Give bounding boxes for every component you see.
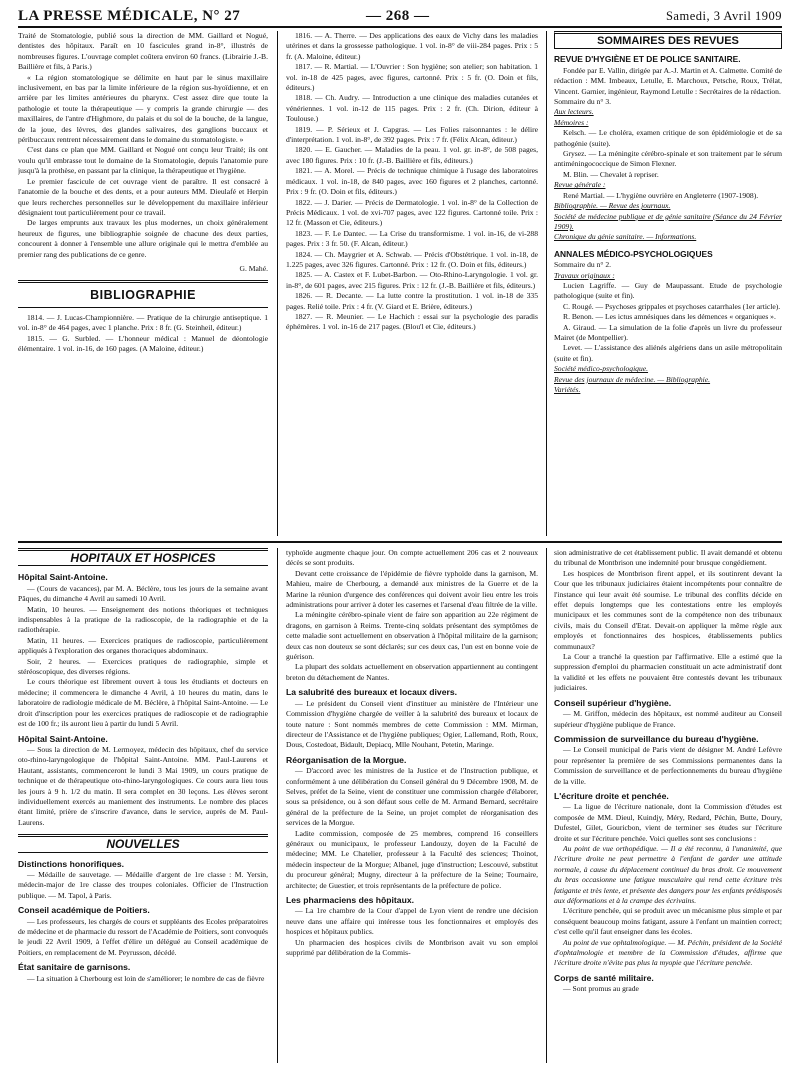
bottom-column-2 xyxy=(286,548,538,1063)
news-heading: Conseil académique de Poitiers. xyxy=(18,905,150,916)
news-heading: État sanitaire de garnisons. xyxy=(18,962,131,973)
top-column-3 xyxy=(554,31,782,536)
summary-item: A. Giraud. — La simulation de la folie d'après un livre du professeur Mairet (de Montpellier). xyxy=(554,322,782,342)
news-paragraph: — Sont promus au grade xyxy=(563,984,639,994)
section-label: Variétés. xyxy=(554,385,581,394)
section-label: Revue des journaux de médecine. — Bibliographie. xyxy=(554,374,711,384)
horizontal-divider xyxy=(18,541,782,543)
top-column-2 xyxy=(286,31,538,536)
summary-item: Grysez. — La méningite cérébro-spinale et son traitement par le sérum antiméningococcique de Simon Flexner. xyxy=(554,149,782,169)
treatise-first-fascicle: Le premier fascicule de cet ouvrage vient de paraître. Il est consacré à l'anatomie de la bouche et des dents, et a pour auteurs MM. Dieulafé et Herpin que leurs recherches personnelles sur le développement du maxillaire inférieur désignaient tout particulièrement pour ce travail. xyxy=(18,176,268,217)
section-label: Mémoires : xyxy=(554,117,589,127)
news-paragraph: Matin, 10 heures. — Enseignement des notions théoriques et techniques indispensables à la pratique de la radioscopie, de la radiographie et de la radiothérapie. xyxy=(18,604,268,635)
bottom-column-1 xyxy=(18,548,268,1063)
journal-title: LA PRESSE MÉDICALE, N° 27 xyxy=(18,8,241,24)
review-title: REVUE D'HYGIÈNE ET DE POLICE SANITAIRE. xyxy=(554,54,741,65)
news-paragraph: — (Cours de vacances), par M. A. Béclère, tous les jours de la semaine avant Pâques, du dimanche 4 Avril au samedi 10 Avril. xyxy=(18,583,268,604)
news-paragraph: La Cour a tranché la question par l'affirmative. Elle a estimé que la suppression d'emploi du pharmacien constituait un acte administratif dont la validité et les effets ne pouvaient être contestés devant les tribunaux judiciaires. xyxy=(554,652,782,693)
section-label: Chronique du génie sanitaire. — Informations. xyxy=(554,232,697,242)
review-summary-label: Sommaire du n° 3. xyxy=(554,97,612,107)
bottom-column-3 xyxy=(554,548,782,1063)
review-intro: Fondée par E. Vallin, dirigée par A.-J. Martin et A. Calmette. Comité de rédaction : MM. Imbeaux, Letulle, E. Marchoux, Petsche, Roux, Trélat, Vincent. Garnier, ingénieur, Raymond Letulle : Secrétaires de la rédaction. xyxy=(554,65,782,96)
news-paragraph: Au point de vue ophtalmologique. — M. Péchin, président de la Société d'ophtalmologie et membre de la Commission d'études, affirme que l'écriture droite n'évite pas plus la myopie que l'écriture penchée. xyxy=(554,937,782,968)
biblio-entry: 1819. — P. Sérieux et J. Capgras. — Les Folies raisonnantes : le délire d'interprétation. 1 vol. in-8°, de 392 pages. Prix : 7 fr. (Félix Alcan, éditeur.) xyxy=(286,124,538,145)
summary-item: C. Rougé. — Psychoses grippales et psychoses catarrhales (1er article). xyxy=(563,301,781,311)
news-heading: Distinctions honorifiques. xyxy=(18,858,124,869)
treatise-conclusion: De larges emprunts aux travaux les plus modernes, un choix généralement heureux de figures, une bibliographie soignée de chacune des deux parties, concourent à donner à l'ensemble une allure originale qui le mettra d'emblée au premier rang des publications de ce genre. xyxy=(18,218,268,259)
biblio-entry: 1820. — E. Gaucher. — Maladies de la peau. 1 vol. gr. in-8°, de 508 pages, avec 180 figures. Prix : 10 fr. (J.-B. Baillière et fils, éditeurs.) xyxy=(286,145,538,165)
news-heading: Les pharmaciens des hôpitaux. xyxy=(286,895,414,905)
hopitaux-heading: HOPITAUX ET HOSPICES xyxy=(18,548,268,566)
news-paragraph: sion administrative de cet établissement public. Il avait demandé et obtenu du tribunal de Montbrison une indemnité pour brusque congédiement. xyxy=(554,548,782,568)
news-paragraph: — Médaille de sauvetage. — Médaille d'argent de 1re classe : M. Yersin, médecin-major de 1re classe des troupes coloniales. Officier de l'Instruction publique. — M. Tapol, à Paris. xyxy=(18,869,268,900)
summary-item: René Martial. — L'hygiène ouvrière en Angleterre (1907-1908). xyxy=(563,190,759,200)
column-divider xyxy=(277,548,278,1063)
bibliographie-heading: BIBLIOGRAPHIE xyxy=(90,288,196,303)
news-heading: L'écriture droite et penchée. xyxy=(554,790,669,801)
news-paragraph: — Les professeurs, les chargés de cours et suppléants des Ecoles préparatoires de médecine et de pharmacie du ressort de l'Académie de Poitiers, sont convoqués le jeudi 22 Avril 1909, à l'effet d'élire un délégué au Conseil académique de Poitiers, en remplacement de M. Peyrusson, décédé. xyxy=(18,916,268,957)
news-heading: Corps de santé militaire. xyxy=(554,972,654,983)
sommaires-heading: SOMMAIRES DES REVUES xyxy=(554,31,782,49)
news-paragraph: La méningite cérébro-spinale vient de faire son apparition au 22e régiment de dragons, en garnison à Reims. Trente-cinq soldats présentant des symptômes de cette maladie sont actuellement en observation à l'hôpital militaire de la garnison; deux cas non douteux se sont déclarés; sur ces deux cas, l'un est en bonne voie de guérison. xyxy=(286,610,538,662)
biblio-entry-1814: 1814. — J. Lucas-Championnière. — Pratique de la chirurgie antiseptique. 1 vol. in-8° de 464 pages, avec 1 planche. Prix : 8 fr. (G. Steinheil, éditeur.) xyxy=(18,312,268,333)
news-paragraph: — Le Conseil municipal de Paris vient de désigner M. André Lefèvre pour représenter la première de ses Commissions permanentes dans la Commission de surveillance et de perfectionnements du bureau d'hygiène de la ville. xyxy=(554,745,782,786)
issue-date: Samedi, 3 Avril 1909 xyxy=(665,9,782,23)
nouvelles-heading: NOUVELLES xyxy=(18,834,268,852)
news-heading: La salubrité des bureaux et locaux divers. xyxy=(286,687,457,698)
news-paragraph: — M. Griffon, médecin des hôpitaux, est nommé auditeur au Conseil supérieur d'hygiène publique de France. xyxy=(554,709,782,729)
news-paragraph: — La ligue de l'écriture nationale, dont la Commission d'études est composée de MM. Dieul, Kuindjy, Méry, Redard, Péchin, Butte, Doury, Dufestel, Gilet, Gouricbon, vient de terminer ses études sur l'écriture droite et sur l'écriture penchée. Voici quelles sont ses conclusions : xyxy=(554,802,782,843)
biblio-entry-1815: 1815. — G. Surbled. — L'honneur médical : Manuel de déontologie élémentaire. 1 vol. in-16, de 160 pages. (A Maloine, éditeur.) xyxy=(18,333,268,353)
biblio-entry: 1821. — A. Morel. — Précis de technique chimique à l'usage des laboratoires médicaux. 1 vol. in-18, de 840 pages, avec 160 figures et 2 planches, cartonné. Prix : 9 fr. (O. Doin et fils, éditeurs.) xyxy=(286,166,538,197)
biblio-entry: 1817. — R. Martial. — L'Ouvrier : Son hygiène; son atelier; son habitation. 1 vol. in-18 de 425 pages, avec figures, cartonné. Prix : 5 fr. (O. Doin et fils, éditeurs.) xyxy=(286,62,538,93)
section-label: Revue générale : xyxy=(554,180,606,190)
news-paragraph: Matin, 11 heures. — Exercices pratiques de radioscopie, particulièrement appliqués à l'exploration des organes thoraciques abdominaux. xyxy=(18,635,268,656)
news-paragraph: — Le président du Conseil vient d'instituer au ministère de l'Intérieur une Commission d'hygiène chargée de veiller à la salubrité des bureaux et locaux de toute nature : Sont nommés membres de cette Commission : MM. Mirman, directeur de l'Assistance et de l'hygiène publiques; Ogier, Lallemand, Roth, Roux, Dous, Costedoat, Bidault, Depiacq, Mlle Nouhant, Petetin, Maringe. xyxy=(286,698,538,750)
news-paragraph: Soir, 2 heures. — Exercices pratiques de radiographie, simple et stéréoscopique, des diverses régions. xyxy=(18,656,268,677)
section-label: Aux lecteurs. xyxy=(554,107,594,117)
news-paragraph: La plupart des soldats actuellement en observation appartiennent au contingent breton du détachement de Nantes. xyxy=(286,662,538,682)
news-heading: Conseil supérieur d'hygiène. xyxy=(554,697,672,708)
news-paragraph: Les hospices de Montbrison firent appel, et ils soutinrent devant la Cour que les tribunaux judiciaires étaient incompétents pour connaître de l'instance qui leur avait été soumise. Le tribunal des conflits décide en effet depuis longtemps que les contestations entre les employés municipaux et les communes sont de la compétence non des tribunaux civils, mais du Conseil d'Etat. Devait-on appliquer la même règle aux employés et fonctionnaires des hospices, établissements publics communaux? xyxy=(554,568,782,651)
news-heading: Hôpital Saint-Antoine. xyxy=(18,733,108,744)
section-label: Travaux originaux : xyxy=(554,270,615,280)
treatise-quote: « La région stomatologique se délimite en haut par le sinus maxillaire inclusivement, en bas par la limite inférieure de la région sus-hyoïdienne, et en arrière par les limites antérieures du pharynx. C'est assez dire que toute la pathologie et toute la thérapeutique — y compris la grande chirurgie — des maxillaires, de l'antre d'Highmore, du palais et du sol de la bouche, de la langue, de la joue, des lèvres, des glandes salivaires, des ganglions buccaux et péribuccaux rentrent nécessairement dans le domaine du stomatologiste. » xyxy=(18,72,268,145)
summary-item: M. Blin. — Chevalet à repriser. xyxy=(563,169,659,179)
news-paragraph: Un pharmacien des hospices civils de Montbrison avait vu son emploi supprimé par délibération de la Commis- xyxy=(286,937,538,958)
summary-item: R. Benon. — Les ictus amnésiques dans les démences « organiques ». xyxy=(563,312,776,322)
review-title: ANNALES MÉDICO-PSYCHOLOGIQUES xyxy=(554,248,713,259)
biblio-entry: 1822. — J. Darier. — Précis de Dermatologie. 1 vol. in-8° de la Collection de Précis Médicaux. 1 vol. de xvi-707 pages, avec 122 figures. Cartonné toile. Prix : 12 fr. (Masson et Cie, éditeurs.) xyxy=(286,197,538,228)
page-header xyxy=(18,6,782,28)
news-paragraph: L'écriture penchée, qui se produit avec un mécanisme plus simple et par conséquent beaucoup moins fatigant, assure à l'enfant un maintien correct; c'est celle qu'il faut enseigner dans les écoles. xyxy=(554,906,782,937)
news-paragraph: — D'accord avec les ministres de la Justice et de l'Instruction publique, et conformément à une délibération du Conseil général du 9 Décembre 1908, M. de Selves, préfet de la Seine, vient de constituer une commission chargée d'élaborer, sous sa présidence, ou à son défaut sous celle de M. Armand Bernard, secrétaire général de la préfecture de la Seine, un projet complet de réorganisation des services de la Morgue. xyxy=(286,766,538,828)
top-column-1 xyxy=(18,31,268,536)
section-label: Société médico-psychologique. xyxy=(554,364,649,374)
news-paragraph: Le cours théorique est librement ouvert à tous les étudiants et docteurs en médecine; il commencera le dimanche 4 Avril, à 10 heures du matin, dans le laboratoire de radiologie médicale de M. Béclère, à l'hôpital Saint-Antoine. — Le droit d'inscription pour les exercices pratiques de radioscopie et de radiographie est de 100 fr.; ils auront lieu à partir du lundi 5 Avril. xyxy=(18,677,268,729)
summary-item: Levet. — L'assistance des aliénés algériens dans un asile métropolitain (suite et fin). xyxy=(554,343,782,363)
news-heading: Hôpital Saint-Antoine. xyxy=(18,572,108,583)
review-signature: G. Mahé. xyxy=(239,263,268,273)
news-paragraph: — Sous la direction de M. Lermoyez, médecin des hôpitaux, chef du service oto-rhino-laryngologique de l'hôpital Saint-Antoine. MM. Paul-Laurens et Hautant, assistants, commenceront le lundi 3 Mai 1909, un cours pratique de technique et de thérapeutique oto-rhino-laryngologiques. Ce cours aura lieu tous les jours à 9 h. 1/2 du matin. Il sera complet en 30 leçons. Les élèves seront individuellement exercés au maniement des instruments. Le nombre des places étant limité, prière de s'inscrire d'avance, dans le service, auprès de M. Paul-Laurens. xyxy=(18,744,268,827)
news-heading: Réorganisation de la Morgue. xyxy=(286,754,407,765)
column-divider xyxy=(277,31,278,536)
biblio-entry: 1816. — A. Therre. — Des applications des eaux de Vichy dans les maladies utérines et dans la grossesse pathologique. 1 vol. in-8° de viii-284 pages. Prix : 5 fr. (A. Maloine, éditeur.) xyxy=(286,31,538,61)
column-divider xyxy=(546,548,547,1063)
biblio-entry: 1818. — Ch. Audry. — Introduction a une clinique des maladies cutanées et vénériennes. 1 vol. in-12 de 115 pages. Prix : 2 fr. (Ch. Dirion, éditeur à Toulouse.) xyxy=(286,93,538,124)
treatise-plan: C'est dans ce plan que MM. Gaillard et Nogué ont conçu leur Traité; ils ont voulu qu'il embrasse tout le domaine de la Stomatologie, depuis l'anatomie pure jusqu'à la prothèse, en passant par la clinique, la thérapeutique et l'hygiène. xyxy=(18,145,268,176)
section-label: Bibliographie. — Revue des journaux. xyxy=(554,201,671,211)
section-label: Société de médecine publique et de génie sanitaire (Séance du 24 Février 1909). xyxy=(554,211,782,231)
biblio-entry: 1825. — A. Castex et F. Lubet-Barbon. — Oto-Rhino-Laryngologie. 1 vol. gr. in-8°, de 601 pages, avec 215 figures. Prix : 12 fr. (J.-B. Baillière et fils, éditeurs.) xyxy=(286,270,538,290)
news-heading: Commission de surveillance du bureau d'hygiène. xyxy=(554,733,759,744)
summary-item: Kelsch. — Le choléra, examen critique de son épidémiologie et de sa pathogénie (suite). xyxy=(554,128,782,148)
news-paragraph: Au point de vue orthopédique. — Il a été reconnu, à l'unanimité, que l'écriture droite ne peut permettre à l'enfant de garder une attitude normale, à cause du déplacement continuel du bras droit. Ce mouvement du bras occasionne une fatigue musculaire qui rend cette écriture très fatigante et très lente, et présente des dangers pour les enfants prédisposés aux déformations et à la crampe des écrivains. xyxy=(554,843,782,905)
summary-item: Lucien Lagriffe. — Guy de Maupassant. Etude de psychologie pathologique (suite et fin). xyxy=(554,280,782,301)
biblio-entry: 1827. — R. Meunier. — Le Hachich : essai sur la psychologie des paradis éphémères. 1 vol. in-16 de 217 pages. (Blou'l et Cie, éditeurs.) xyxy=(286,311,538,332)
news-paragraph: typhoïde augmente chaque jour. On compte actuellement 206 cas et 2 nouveaux décès se sont produits. xyxy=(286,548,538,568)
news-paragraph: — La 1re chambre de la Cour d'appel de Lyon vient de rendre une décision neuve dans une affaire qui intéresse tous les fonctionnaires et employés des hospices et hôpitaux publics. xyxy=(286,906,538,937)
treatise-intro: Traité de Stomatologie, publié sous la direction de MM. Gaillard et Nogué, dentistes des hôpitaux. Paraît en 10 fascicules grand in-8°, illustrés de nombreuses figures. L'ouvrage complet coûtera environ 60 francs. (Librairie J.-B. Baillière et fils, à Paris.) xyxy=(18,31,268,72)
news-paragraph: Devant cette croissance de l'épidémie de fièvre typhoïde dans la garnison, M. Mahieu, maire de Cherbourg, a demandé aux ministres de la Guerre et de la Marine la réunion d'urgence des conférences qui doivent avoir lieu entre les trois administrations pour arriver à doter les casernes et l'arsenal d'eau filtrée de la ville. xyxy=(286,568,538,610)
biblio-entry: 1823. — F. Le Dantec. — La Crise du transformisme. 1 vol. in-16, de vi-288 pages. Prix : 3 fr. 50. (F. Alcan, éditeur.) xyxy=(286,228,538,249)
news-paragraph: — La situation à Cherbourg est loin de s'améliorer; le nombre de cas de fièvre xyxy=(27,973,265,983)
biblio-entry: 1824. — Ch. Maygrier et A. Schwab. — Précis d'Obstétrique. 1 vol. in-18, de 1.225 pages, avec 326 figures. Cartonné. Prix : 12 fr. (O. Doin et fils, éditeurs.) xyxy=(286,249,538,269)
news-paragraph: Ladite commission, composée de 25 membres, comprend 16 conseillers généraux ou municipaux, le professeur Landouzy, doyen de la Faculté de médecine; MM. Le Chatelier, professeur à la Faculté des sciences; Thoinot, médecin inspecteur de la Morgue; Albanel, juge d'instruction; Lescouvé, substitut du procureur général; Mugny, directeur à la préfecture de la Seine; Tournaire, architecte; de Guestier, et trois représentants de la préfecture de police. xyxy=(286,828,538,890)
page-number: — 268 — xyxy=(366,8,430,24)
biblio-entry: 1826. — R. Decante. — La lutte contre la prostitution. 1 vol. in-18 de 335 pages. Relié toile. Prix : 4 fr. (V. Giard et E. Brière, éditeurs.) xyxy=(286,291,538,311)
review-summary-label: Sommaire du n° 2. xyxy=(554,260,612,270)
column-divider xyxy=(546,31,547,536)
